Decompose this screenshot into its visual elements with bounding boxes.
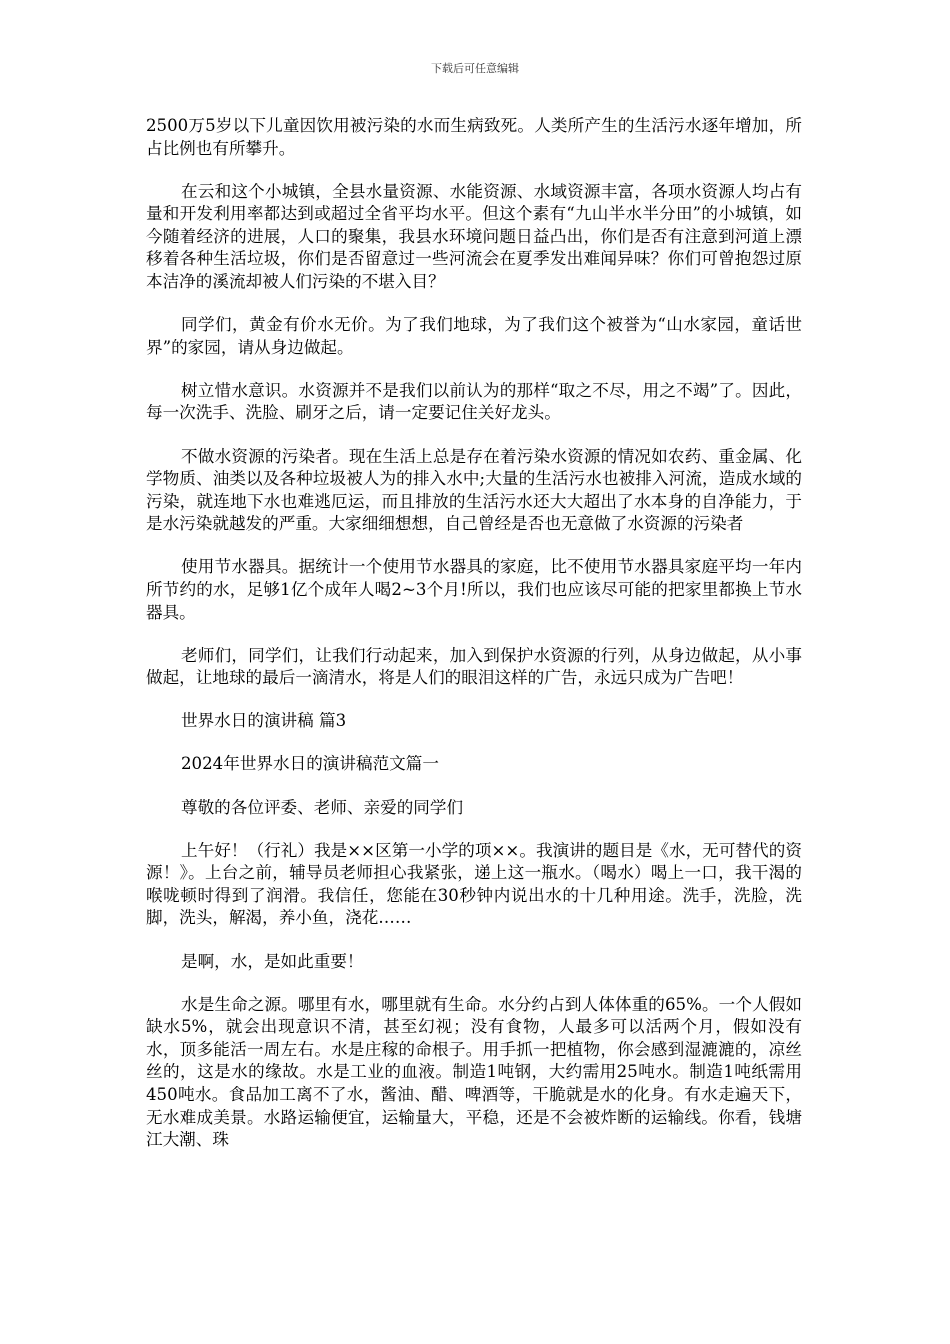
paragraph: 在云和这个小城镇，全县水量资源、水能资源、水域资源丰富，各项水资源人均占有量和开发利用率都达到或超过全省平均水平。但这个素有“九山半水半分田”的小城镇，如今随着经济的进展，人口的聚集，我县水环境问题日益凸出，你们是否有注意到河道上漂移着各种生活垃圾，你们是否留意过一些河流会在夏季发出难闻异味？你们可曾抱怨过原本洁净的溪流却被人们污染的不堪入目？ [146, 181, 802, 292]
paragraph: 水是生命之源。哪里有水，哪里就有生命。水分约占到人体体重的65%。一个人假如缺水5%，就会出现意识不清，甚至幻视；没有食物，人最多可以活两个月，假如没有水，顶多能活一周左右。水是庄稼的命根子。用手抓一把植物，你会感到湿漉漉的，凉丝丝的，这是水的缘故。水是工业的血液。制造1吨钢，大约需用25吨水。制造1吨纸需用450吨水。食品加工离不了水，酱油、醋、啤酒等，干脆就是水的化身。有水走遍天下，无水难成美景。水路运输便宜，运输量大，平稳，还是不会被炸断的运输线。你看，钱塘江大潮、珠 [146, 994, 802, 1150]
paragraph: 同学们，黄金有价水无价。为了我们地球，为了我们这个被誉为“山水家园，童话世界”的家园，请从身边做起。 [146, 315, 802, 357]
paragraph: 2500万5岁以下儿童因饮用被污染的水而生病致死。人类所产生的生活污水逐年增加，所占比例也有所攀升。 [146, 116, 802, 158]
paragraph: 是啊，水，是如此重要！ [181, 951, 364, 971]
paragraph: 树立惜水意识。水资源并不是我们以前认为的那样“取之不尽，用之不竭”了。因此，每一次洗手、洗脸、刷牙之后，请一定要记住关好龙头。 [146, 380, 802, 423]
section-heading: 2024年世界水日的演讲稿范文篇一 [181, 754, 439, 774]
paragraph: 不做水资源的污染者。现在生活上总是存在着污染水资源的情况如农药、重金属、化学物质、油类以及各种垃圾被人为的排入水中;大量的生活污水也被排入河流，造成水域的污染，就连地下水也难逃厄运，而且排放的生活污水还大大超出了水本身的自净能力，于是水污染就越发的严重。大家细细想想，自己曾经是否也无意做了水资源的污染者 [146, 446, 802, 534]
paragraph: 上午好！（行礼）我是××区第一小学的项××。我演讲的题目是《水，无可替代的资源！》。上台之前，辅导员老师担心我紧张，递上这一瓶水。（喝水）喝上一口，我干渴的喉咙顿时得到了润滑。我信任，您能在30秒钟内说出水的十几种用途。洗手，洗脸，洗脚，洗头，解渴，养小鱼，浇花…… [146, 840, 802, 928]
page-header: 下载后可任意编辑 [431, 62, 519, 75]
paragraph: 使用节水器具。据统计一个使用节水器具的家庭，比不使用节水器具家庭平均一年内所节约的水，足够1亿个成年人喝2~3个月!所以，我们也应该尽可能的把家里都换上节水器具。 [146, 557, 802, 622]
salutation: 尊敬的各位评委、老师、亲爱的同学们 [181, 797, 464, 817]
document-body [146, 115, 802, 1172]
section-heading: 世界水日的演讲稿 篇3 [181, 711, 347, 731]
paragraph: 老师们，同学们，让我们行动起来，加入到保护水资源的行列，从身边做起，从小事做起，让地球的最后一滴清水，将是人们的眼泪这样的广告，永远只成为广告吧！ [146, 645, 802, 688]
